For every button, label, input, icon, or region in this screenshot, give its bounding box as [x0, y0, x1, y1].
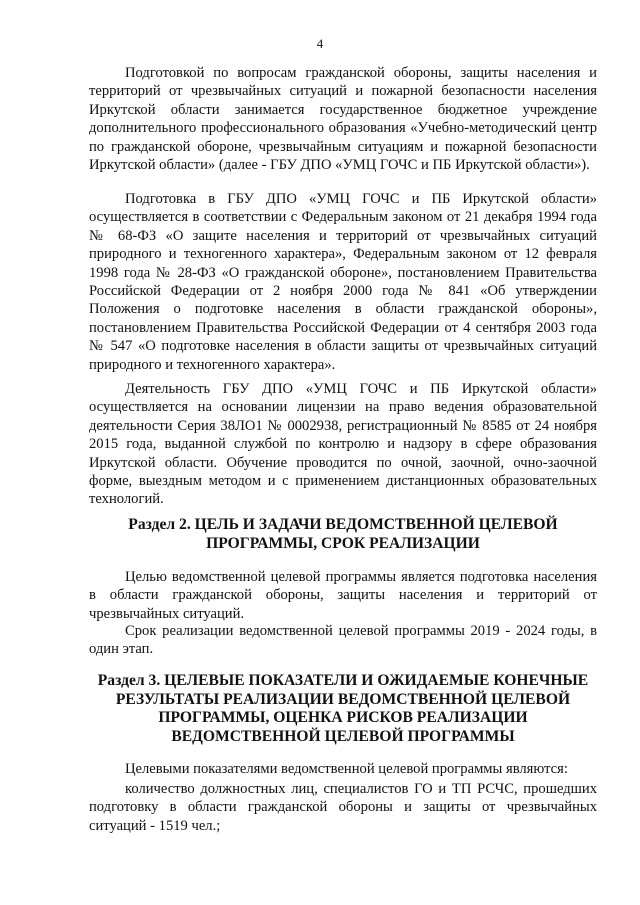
- section-3-heading: Раздел 3. ЦЕЛЕВЫЕ ПОКАЗАТЕЛИ И ОЖИДАЕМЫЕ КОНЕЧНЫЕ РЕЗУЛЬТАТЫ РЕАЛИЗАЦИИ ВЕДОМСТВЕННОЙ ЦЕЛЕВОЙ ПРОГРАММЫ, ОЦЕНКА РИСКОВ РЕАЛИЗАЦИИ ВЕДОМСТВЕННОЙ ЦЕЛЕВОЙ ПРОГРАММЫ: [97, 672, 589, 745]
- section-2-heading: Раздел 2. ЦЕЛЬ И ЗАДАЧИ ВЕДОМСТВЕННОЙ ЦЕЛЕВОЙ ПРОГРАММЫ, СРОК РЕАЛИЗАЦИИ: [128, 516, 558, 552]
- paragraph-target-indicators: Целевыми показателями ведомственной целевой программы являются:: [125, 761, 568, 777]
- paragraph-program-term: Срок реализации ведомственной целевой программы 2019 - 2024 годы, в один этап.: [89, 623, 597, 658]
- paragraph-training-provider: Подготовкой по вопросам гражданской обороны, защиты населения и территорий от чрезвычайных ситуаций и пожарной безопасности населения Иркутской области занимается государственное бюджетное учреждение дополнительного профессионального образования «Учебно-методический центр по гражданской обороне, чрезвычайным ситуациям и пожарной безопасности Иркутской области» (далее - ГБУ ДПО «УМЦ ГОЧС и ПБ Иркутской области»).: [89, 65, 597, 174]
- paragraph-indicator-officials: количество должностных лиц, специалистов ГО и ТП РСЧС, прошедших подготовку в области гражданской обороны и защиты от чрезвычайных ситуаций - 1519 чел.;: [89, 781, 597, 834]
- paragraph-license: Деятельность ГБУ ДПО «УМЦ ГОЧС и ПБ Иркутской области» осуществляется на основании лицензии на право ведения образовательной деятельности Серия 38ЛО1 № 0002938, регистрационный № 8585 от 24 ноября 2015 года, выданной службой по контролю и надзору в сфере образования Иркутской области. Обучение проводится по очной, заочной, очно-заочной форме, выездным методом и с применением дистанционных образовательных технологий.: [89, 381, 597, 508]
- paragraph-program-goal: Целью ведомственной целевой программы является подготовка населения в области гражданской обороны, защиты населения и территорий от чрезвычайных ситуаций.: [89, 569, 597, 622]
- page-number: 4: [316, 36, 324, 51]
- paragraph-legal-basis: Подготовка в ГБУ ДПО «УМЦ ГОЧС и ПБ Иркутской области» осуществляется в соответствии с Федеральным законом от 21 декабря 1994 года № 68-ФЗ «О защите населения и территорий от чрезвычайных ситуаций природного и техногенного характера», Федеральным законом от 12 февраля 1998 года № 28-ФЗ «О гражданской обороне», постановлением Правительства Российской Федерации от 2 ноября 2000 года № 841 «Об утверждении Положения о подготовке населения в области гражданской обороны», постановлением Правительства Российской Федерации от 4 сентября 2003 года № 547 «О подготовке населения в области защиты от чрезвычайных ситуаций природного и техногенного характера».: [89, 191, 597, 373]
